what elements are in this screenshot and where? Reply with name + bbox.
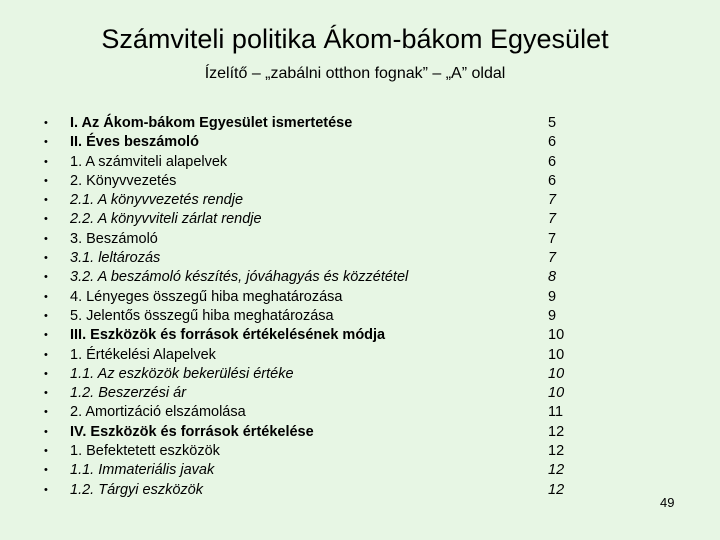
bullet-icon: • (44, 425, 48, 438)
toc-entry-label: 2. Amortizáció elszámolása (70, 404, 246, 421)
toc-page-number: 9 (548, 307, 557, 324)
bullet-icon: • (44, 271, 48, 284)
toc-entry-label: 2.2. A könyvviteli zárlat rendje (70, 211, 262, 228)
toc-row (0, 172, 720, 191)
slide-title: Számviteli politika Ákom-bákom Egyesület (101, 24, 609, 54)
bullet-icon: • (44, 117, 48, 129)
toc-entry-label: III. Eszközök és források értékelésének módja (70, 327, 386, 344)
bullet-icon: • (44, 309, 48, 322)
toc-row (0, 442, 720, 461)
bullet-icon: • (44, 194, 48, 207)
toc-entry-label: 5. Jelentős összegű hiba meghatározása (70, 307, 334, 324)
bullet-icon: • (44, 232, 48, 245)
toc-entry-label: 1. Befektetett eszközök (70, 443, 220, 460)
toc-row (0, 326, 720, 345)
toc-page-number: 10 (548, 346, 565, 363)
toc-entry-label: 1.2. Tárgyi eszközök (70, 481, 203, 498)
toc-entry-label: 4. Lényeges összegű hiba meghatározása (70, 288, 343, 305)
toc-row (0, 346, 720, 365)
toc-entry-label: IV. Eszközök és források értékelése (70, 423, 314, 440)
toc-row (0, 384, 720, 403)
slide-subtitle: Ízelítő – „zabálni otthon fognak” – „A” oldal (204, 65, 506, 82)
bullet-icon: • (44, 213, 48, 226)
bullet-icon: • (44, 445, 48, 458)
bullet-icon: • (44, 464, 48, 477)
toc-entry-label: 3.2. A beszámoló készítés, jóváhagyás és közzététel (70, 269, 409, 286)
toc-entry-label: 1.1. Immateriális javak (70, 462, 215, 479)
bullet-icon: • (44, 348, 48, 361)
toc-page-number: 12 (548, 423, 565, 440)
toc-row (0, 481, 720, 500)
toc-page-number: 12 (548, 481, 565, 498)
toc-page-number: 12 (548, 462, 565, 479)
toc-entry-label: 2. Könyvvezetés (70, 172, 177, 189)
toc-row (0, 230, 720, 249)
toc-row (0, 268, 720, 287)
toc-entry-label: I. Az Ákom-bákom Egyesület ismertetése (70, 115, 353, 131)
toc-row (0, 423, 720, 442)
toc-page-number: 12 (548, 443, 565, 460)
bullet-icon: • (44, 155, 48, 168)
toc-entry-label: 1.2. Beszerzési ár (70, 385, 187, 402)
toc-page-number: 9 (548, 288, 557, 305)
toc-entry-label: 1. A számviteli alapelvek (70, 153, 228, 170)
toc-row (0, 365, 720, 384)
bullet-icon: • (44, 136, 48, 149)
toc-row (0, 307, 720, 326)
toc-page-number: 6 (548, 134, 557, 151)
toc-page-number: 5 (548, 115, 557, 131)
toc-row (0, 133, 720, 152)
bullet-icon: • (44, 483, 48, 496)
bullet-icon: • (44, 387, 48, 400)
toc-row (0, 210, 720, 229)
toc-entry-label: 1.1. Az eszközök bekerülési értéke (70, 365, 294, 382)
toc-page-number: 6 (548, 172, 557, 189)
bullet-icon: • (44, 290, 48, 303)
bullet-icon: • (44, 174, 48, 187)
toc-page-number: 10 (548, 365, 565, 382)
toc-page-number: 7 (548, 250, 557, 267)
toc-page-number: 7 (548, 192, 557, 209)
bullet-icon: • (44, 329, 48, 342)
toc-row (0, 191, 720, 210)
toc-page-number: 6 (548, 153, 557, 170)
toc-row (0, 114, 720, 133)
table-of-contents (0, 114, 720, 500)
toc-entry-label: 2.1. A könyvvezetés rendje (70, 192, 244, 209)
toc-entry-label: 3. Beszámoló (70, 230, 158, 247)
toc-entry-label: 1. Értékelési Alapelvek (70, 346, 216, 363)
toc-row (0, 153, 720, 172)
toc-page-number: 10 (548, 385, 565, 402)
toc-page-number: 7 (548, 211, 557, 228)
toc-row (0, 461, 720, 480)
toc-page-number: 11 (548, 404, 564, 421)
bullet-icon: • (44, 252, 48, 265)
toc-row (0, 403, 720, 422)
toc-row (0, 288, 720, 307)
slide-number: 49 (660, 495, 675, 510)
bullet-icon: • (44, 406, 48, 419)
toc-entry-label: 3.1. leltározás (70, 250, 161, 267)
toc-page-number: 10 (548, 327, 565, 344)
toc-page-number: 7 (548, 230, 557, 247)
toc-page-number: 8 (548, 269, 557, 286)
bullet-icon: • (44, 367, 48, 380)
toc-entry-label: II. Éves beszámoló (70, 134, 199, 151)
toc-row (0, 249, 720, 268)
